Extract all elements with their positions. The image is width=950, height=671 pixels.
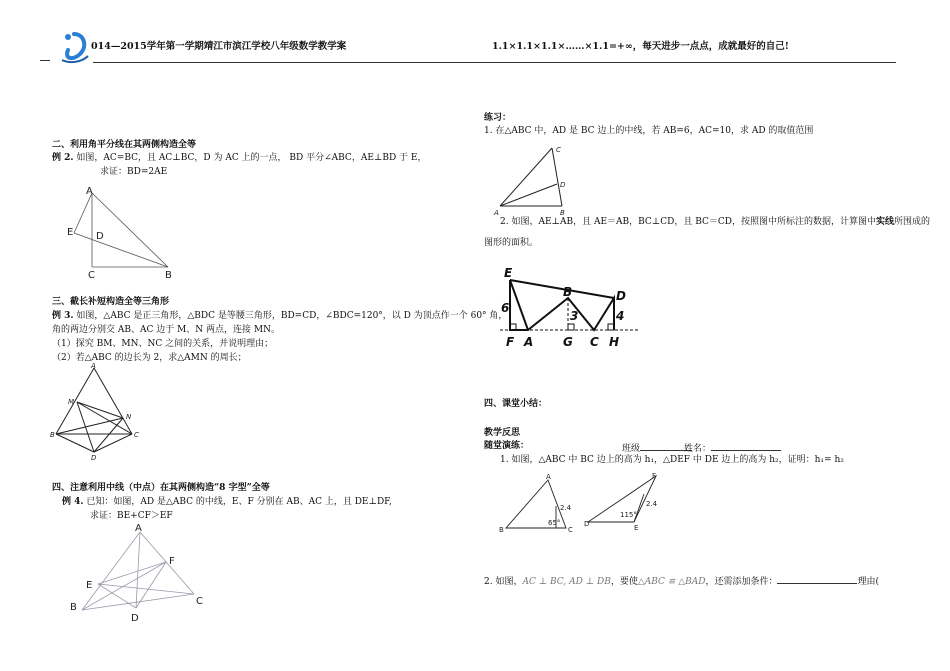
drill-title: 随堂演练： <box>484 441 530 451</box>
example-2-body: 如图，AC=BC，且 AC⊥BC，D 为 AC 上的一点， BD 平分∠ABC，AE⊥BD 于 E， <box>76 153 427 163</box>
example-4-body: 已知：如图，AD 是△ABC 的中线，E、F 分别在 AB、AC 上，且 DE⊥DF, <box>86 497 392 507</box>
fig4-label-f: F <box>169 556 175 567</box>
fig4-label-c: C <box>196 596 203 607</box>
fig-d1-label-b: B <box>499 526 504 534</box>
fig-d1-label-24b: 2.4 <box>646 500 658 508</box>
fig-p2-label-n6: 6 <box>501 301 510 315</box>
drill-1-text: 1. 如图，△ABC 中 BC 边上的高为 h₁，△DEF 中 DE 边上的高为 h₂，证明：h₁= h₂ <box>500 455 844 465</box>
fig4-label-b: B <box>70 602 77 613</box>
class-label: 班级 <box>622 444 641 454</box>
example-2-prove: 求证：BD=2AE <box>100 167 168 177</box>
practice-2-body-b: 所围成的 <box>894 217 931 227</box>
fig-p1-label-a: A <box>494 209 499 217</box>
example-2-label: 例 2. <box>52 153 74 163</box>
logo-swirl-icon <box>54 30 94 66</box>
fig-p2-label-n3: 3 <box>570 309 579 323</box>
class-field-label <box>622 441 692 455</box>
fig-p2-label-d: D <box>616 289 626 303</box>
name-label: 姓名： <box>684 444 712 454</box>
fig-d1-label-d: D <box>584 520 590 528</box>
practice-2-body-a: 2. 如图，AE⊥AB，且 AE＝AB，BC⊥CD，且 BC＝CD，按照图中所标注的数据，计算图中 <box>500 217 877 227</box>
name-input[interactable] <box>711 441 781 451</box>
name-field-label <box>684 441 781 455</box>
drill-2-formula2: △ABC ≌ △BAD <box>637 577 706 587</box>
example-3-line2: 角的两边分别交 AB、AC 边于 M、N 两点，连接 MN。 <box>52 325 280 335</box>
fig3-label-m: M <box>68 398 75 406</box>
figure-drill-1 <box>496 470 676 534</box>
practice-2-text <box>500 217 930 228</box>
fig-d1-label-f: F <box>652 472 657 480</box>
example-4-prove: 求证：BE+CF＞EF <box>90 511 173 521</box>
figure-practice-2 <box>498 262 648 354</box>
fig3-label-c: C <box>134 431 139 439</box>
summary-title: 四、课堂小结： <box>484 399 548 409</box>
drill-2-mid: ，要使 <box>610 577 638 587</box>
fig-p2-label-a: A <box>524 335 534 349</box>
drill-2-formula: AC ⊥ BC, AD ⊥ DB <box>522 577 611 587</box>
figure-example-4 <box>64 522 214 627</box>
fig2-label-d: D <box>96 231 104 242</box>
figure-example-2 <box>60 185 190 280</box>
fig4-label-e: E <box>86 580 93 591</box>
example-4-label: 例 4. <box>62 497 84 507</box>
header-motto: 1.1×1.1×1.1×……×1.1=+∞，每天进步一点点，成就最好的自己! <box>492 41 789 52</box>
fig-p2-label-h: H <box>609 335 620 349</box>
fig-d1-label-ang115: 115° <box>620 511 637 519</box>
example-2-text <box>52 153 426 164</box>
practice-2-text-c: 图形的面积。 <box>484 238 539 248</box>
fig-p1-label-c: C <box>556 146 561 154</box>
example-3-label: 例 3. <box>52 311 74 321</box>
practice-title: 练习： <box>484 113 512 123</box>
fig-p2-label-b: B <box>563 285 573 299</box>
figure-example-3 <box>48 362 148 462</box>
fig-d1-label-a: A <box>546 473 551 481</box>
fig-d1-label-24a: 2.4 <box>560 504 572 512</box>
fig-p1-label-b: B <box>560 209 565 217</box>
example-4-text <box>62 497 392 508</box>
example-3-q1: （1）探究 BM、MN、NC 之间的关系，并说明理由； <box>52 339 274 349</box>
section-2-title: 二、利用角平分线在其两侧构造全等 <box>52 140 197 150</box>
fig3-label-b: B <box>50 431 55 439</box>
fig2-label-b: B <box>165 270 172 280</box>
example-3-q2: （2）若△ABC 的边长为 2，求△AMN 的周长； <box>52 353 247 363</box>
fig4-label-d: D <box>131 613 139 624</box>
fig2-label-a: A <box>86 186 93 197</box>
fig4-label-a: A <box>135 523 142 534</box>
drill-2-reason: 理由( <box>857 577 879 587</box>
school-logo <box>54 30 94 66</box>
drill-2-text <box>484 574 879 588</box>
fig-p2-label-c: C <box>590 335 599 349</box>
drill-2-condition-input[interactable] <box>777 574 857 584</box>
drill-2-suffix: ，还需添加条件： <box>705 577 778 587</box>
section-3-title: 三、截长补短构造全等三角形 <box>52 297 170 307</box>
fig3-label-a: A <box>91 362 96 370</box>
fig2-label-e: E <box>67 227 74 238</box>
fig-d1-label-e: E <box>634 524 639 532</box>
fig2-label-c: C <box>88 270 95 280</box>
fig3-label-d: D <box>91 454 97 462</box>
drill-2-prefix: 2. 如图， <box>484 577 523 587</box>
example-3-line1 <box>52 311 507 322</box>
figure-practice-1 <box>490 140 580 220</box>
practice-1-text: 1. 在△ABC 中，AD 是 BC 边上的中线，若 AB=6，AC=10，求 AD 的取值范围 <box>484 126 814 136</box>
fig-d1-label-c: C <box>568 526 573 534</box>
fig-p2-label-e: E <box>504 266 513 280</box>
reflection-title: 教学反思 <box>484 428 521 438</box>
practice-2-bold: 实线 <box>876 217 895 227</box>
header-dash <box>40 60 50 61</box>
fig-p1-label-d: D <box>560 181 566 189</box>
section-4-title: 四、注意利用中线（中点）在其两侧构造“8 字型”全等 <box>52 483 270 493</box>
fig-d1-label-ang65: 65° <box>548 519 561 527</box>
header-rule <box>93 62 896 63</box>
header-title: 014—2015学年第一学期靖江市滨江学校八年级数学教学案 <box>91 41 347 52</box>
fig-p2-label-n4: 4 <box>616 309 625 323</box>
fig-p2-label-f: F <box>506 335 515 349</box>
fig-p2-label-g: G <box>563 335 573 349</box>
example-3-body: 如图，△ABC 是正三角形，△BDC 是等腰三角形，BD=CD，∠BDC=120°，以 D 为顶点作一个 60° 角， <box>76 311 508 321</box>
fig3-label-n: N <box>126 413 132 421</box>
